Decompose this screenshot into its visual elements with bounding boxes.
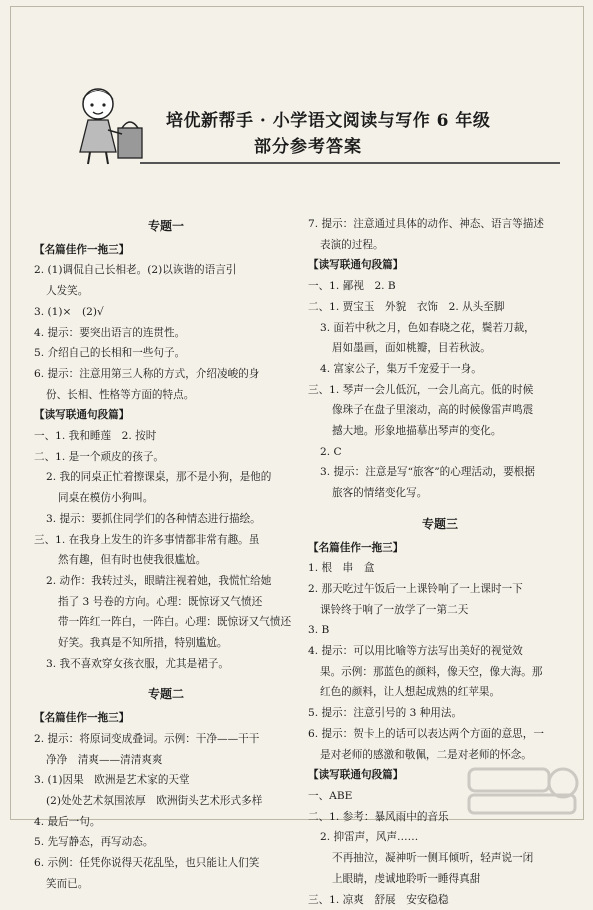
answer-line: 2. 那天吃过午饭后一上课铃响了一上课时一下	[308, 579, 572, 600]
answer-line: 课铃终于响了一放学了一第二天	[308, 600, 572, 621]
answer-line: 6. 提示：贺卡上的话可以表达两个方面的意思，一	[308, 724, 572, 745]
answer-line: 指了 3 号卷的方向。心理：既惊讶又气愤还	[34, 592, 298, 613]
answer-line: 份、长相、性格等方面的特点。	[34, 385, 298, 406]
section-tag: 【读写联通句段篇】	[308, 255, 572, 276]
answer-line: 一、ABE	[308, 786, 572, 807]
answer-line: 表演的过程。	[308, 235, 572, 256]
answer-line: 6. 示例：任凭你说得天花乱坠，也只能让人们笑	[34, 853, 298, 874]
answer-line: 二、1. 是一个顽皮的孩子。	[34, 447, 298, 468]
answer-line: 旅客的情绪变化写。	[308, 483, 572, 504]
answer-line: 眉如墨画，面如桃瓣，目若秋波。	[308, 338, 572, 359]
answer-line: 2. 我的同桌正忙着擦课桌，那不是小狗，是他的	[34, 467, 298, 488]
answer-line: 3. B	[308, 620, 572, 641]
answer-line: 2. 抑雷声，风声……	[308, 827, 572, 848]
answer-line: 一、1. 鄙视 2. B	[308, 276, 572, 297]
answer-line: 3. (1)因果 欧洲是艺术家的天堂	[34, 770, 298, 791]
mascot-girl-illustration	[60, 78, 150, 168]
header	[40, 78, 560, 198]
title-divider	[140, 162, 560, 164]
answer-line: 二、1. 参考：暴风雨中的音乐	[308, 807, 572, 828]
answer-line: 带一阵红一阵白，一阵白。心理：既惊讶又气愤还	[34, 612, 298, 633]
answer-line: 人发笑。	[34, 281, 298, 302]
answer-line: 一、1. 我和睡莲 2. 按时	[34, 426, 298, 447]
answer-line: 1. 根 串 盒	[308, 558, 572, 579]
answer-line: 好笑。我真是不知所措，特别尴尬。	[34, 633, 298, 654]
section-tag: 【读写联通句段篇】	[308, 765, 572, 786]
page-title: 培优新帮手 · 小学语文阅读与写作 6 年级	[166, 106, 546, 131]
section-tag: 【名篇佳作一拖三】	[308, 538, 572, 559]
answer-line: 是对老师的感激和敬佩，二是对老师的怀念。	[308, 745, 572, 766]
answer-line: 5. 先写静态，再写动态。	[34, 832, 298, 853]
answer-line: 三、1. 琴声一会儿低沉，一会儿高亢。低的时候	[308, 380, 572, 401]
answer-line: 三、1. 在我身上发生的许多事情都非常有趣。虽	[34, 530, 298, 551]
answer-line: 笑而已。	[34, 874, 298, 895]
answer-line: 不再抽泣，凝神听一侧耳倾听，轻声说一闭	[308, 848, 572, 869]
section-title-1: 专题一	[34, 216, 298, 237]
section-tag: 【名篇佳作一拖三】	[34, 708, 298, 729]
answer-line: 4. 提示：要突出语言的连贯性。	[34, 323, 298, 344]
answer-line: 二、1. 贾宝玉 外貌 衣饰 2. 从头至脚	[308, 297, 572, 318]
answer-line: 然有趣，但有时也使我很尴尬。	[34, 550, 298, 571]
section-title-2: 专题二	[34, 684, 298, 705]
answer-line: 3. 我不喜欢穿女孩衣服，尤其是裙子。	[34, 654, 298, 675]
answer-line: 2. 动作：我转过头，眼睛注视着她，我慌忙给她	[34, 571, 298, 592]
answer-line: 红色的颜料，让人想起成熟的红苹果。	[308, 682, 572, 703]
answer-line: 3. 提示：注意是写“旅客”的心理活动，要根据	[308, 462, 572, 483]
answer-line: 6. 提示：注意用第三人称的方式，介绍凌峻的身	[34, 364, 298, 385]
answer-line: 5. 提示：注意引号的 3 种用法。	[308, 703, 572, 724]
watermark-logo	[463, 763, 581, 817]
page-subtitle: 部分参考答案	[254, 132, 454, 157]
answer-line: 5. 介绍自己的长相和一些句子。	[34, 343, 298, 364]
answer-line: 7. 提示：注意通过具体的动作、神态、语言等描述	[308, 214, 572, 235]
answer-line: 2. 提示：将原词变成叠词。示例：干净——干干	[34, 729, 298, 750]
answer-line: (2)处处艺术氛围浓厚 欧洲街头艺术形式多样	[34, 791, 298, 812]
answer-line: 同桌在模仿小狗叫。	[34, 488, 298, 509]
section-tag: 【名篇佳作一拖三】	[34, 240, 298, 261]
answer-line: 3. 提示：要抓住同学们的各种情态进行描绘。	[34, 509, 298, 530]
answer-line: 上眼睛，虔诚地聆听一睡得真甜	[308, 869, 572, 890]
answer-line: 撼大地。形象地描摹出琴声的变化。	[308, 421, 572, 442]
answer-line: 三、1. 凉爽 舒展 安安稳稳	[308, 890, 572, 910]
section-title-3: 专题三	[308, 514, 572, 535]
answer-line: 4. 富家公子，集万千宠爱于一身。	[308, 359, 572, 380]
answer-line: 2. (1)调侃自己长相老。(2)以诙谐的语言引	[34, 260, 298, 281]
answer-line: 果。示例：那蓝色的颜料，像天空，像大海。那	[308, 662, 572, 683]
answer-line: 2. C	[308, 442, 572, 463]
answer-line: 4. 提示：可以用比喻等方法写出美好的视觉效	[308, 641, 572, 662]
answer-line: 3. 面若中秋之月，色如春晓之花，鬓若刀裁，	[308, 318, 572, 339]
section-tag: 【读写联通句段篇】	[34, 405, 298, 426]
left-column	[34, 214, 298, 895]
answer-line: 3. (1)× (2)√	[34, 302, 298, 323]
answer-line: 像珠子在盘子里滚动，高的时候像雷声鸣震	[308, 400, 572, 421]
answer-line: 净净 清爽——清清爽爽	[34, 750, 298, 771]
answer-line: 4. 最后一句。	[34, 812, 298, 833]
